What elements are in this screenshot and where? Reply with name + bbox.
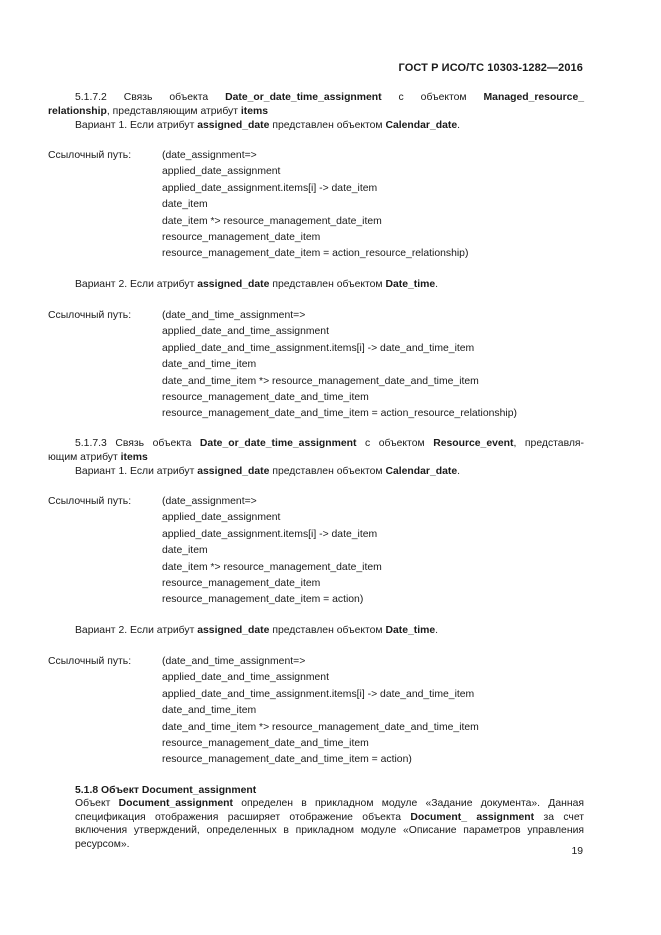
- heading-line-1: 5.1.7.3 Связь объекта Date_or_date_time_assignment с объектом Resource_event, представля-: [75, 438, 584, 449]
- reference-path-block: [162, 654, 479, 769]
- path-line: date_item *> resource_management_date_item: [162, 561, 382, 573]
- variant-1-text: Вариант 1. Если атрибут assigned_date представлен объектом Calendar_date.: [75, 466, 460, 477]
- path-line: date_and_time_item: [162, 359, 257, 371]
- entity-name: Managed_resource_: [483, 92, 585, 103]
- entity-name: Resource_event: [433, 438, 514, 449]
- path-line: resource_management_date_item = action_resource_relationship): [162, 248, 469, 260]
- reference-path-label: Ссылочный путь:: [48, 310, 132, 321]
- reference-path-block: [162, 148, 468, 263]
- path-line: date_and_time_item *> resource_management_date_and_time_item: [162, 375, 479, 387]
- path-line: date_item: [162, 199, 208, 211]
- entity-name: Date_or_date_time_assignment: [225, 92, 382, 103]
- path-line: date_and_time_item *> resource_management_date_and_time_item: [162, 721, 479, 733]
- path-line: resource_management_date_item: [162, 577, 321, 589]
- path-line: applied_date_and_time_assignment.items[i] -> date_and_time_item: [162, 342, 475, 354]
- reference-path-label: Ссылочный путь:: [48, 150, 132, 161]
- section-5-1-8-paragraph: Объект Document_assignment определен в прикладном модуле «Задание документа». Данная спецификация отображения расширяет отображение объекта Document_ assignment за счет включения утверждений, определенных в прикладном модуле «Описание параметров управления ресурсом».: [75, 798, 585, 850]
- standard-header: ГОСТ Р ИСО/ТС 10303-1282—2016: [398, 62, 583, 74]
- page-number: 19: [571, 846, 583, 857]
- path-line: date_item: [162, 545, 208, 557]
- entity-name: Date_or_date_time_assignment: [199, 438, 357, 449]
- heading-line-2: relationship, представляющим атрибут items: [48, 105, 269, 117]
- reference-path-label: Ссылочный путь:: [48, 496, 132, 507]
- reference-path-label: Ссылочный путь:: [48, 656, 132, 667]
- section-5-1-7-3-heading: [48, 437, 584, 464]
- path-line: (date_assignment=>: [162, 150, 257, 161]
- path-line: applied_date_and_time_assignment: [162, 672, 329, 684]
- path-line: (date_and_time_assignment=>: [162, 656, 306, 667]
- path-line: (date_assignment=>: [162, 496, 257, 507]
- path-line: resource_management_date_and_time_item = action_resource_relationship): [162, 408, 517, 420]
- path-line: applied_date_assignment: [162, 512, 281, 524]
- variant-1-text: Вариант 1. Если атрибут assigned_date представлен объектом Calendar_date.: [75, 120, 460, 131]
- path-line: date_item *> resource_management_date_item: [162, 215, 382, 227]
- path-line: applied_date_and_time_assignment: [162, 326, 329, 338]
- path-line: applied_date_assignment.items[i] -> date_item: [162, 528, 378, 540]
- path-line: (date_and_time_assignment=>: [162, 310, 306, 321]
- path-line: applied_date_assignment.items[i] -> date_item: [162, 182, 378, 194]
- section-5-1-8-title: 5.1.8 Объект Document_assignment: [75, 785, 257, 796]
- path-line: date_and_time_item: [162, 705, 257, 717]
- path-line: resource_management_date_and_time_item: [162, 391, 369, 403]
- path-line: applied_date_and_time_assignment.items[i] -> date_and_time_item: [162, 688, 475, 700]
- path-line: resource_management_date_item = action): [162, 594, 364, 606]
- path-line: resource_management_date_item: [162, 231, 321, 243]
- path-line: applied_date_assignment: [162, 166, 281, 178]
- heading-line-2: ющим атрибут items: [48, 451, 148, 463]
- variant-2-text: Вариант 2. Если атрибут assigned_date представлен объектом Date_time.: [75, 279, 439, 290]
- path-line: resource_management_date_and_time_item: [162, 737, 369, 749]
- heading-line-1: 5.1.7.2 Связь объекта Date_or_date_time_assignment с объектом Managed_resource_: [75, 92, 585, 103]
- variant-2-text: Вариант 2. Если атрибут assigned_date представлен объектом Date_time.: [75, 625, 439, 636]
- section-5-1-7-2-heading: [48, 91, 584, 118]
- path-line: resource_management_date_and_time_item = action): [162, 754, 412, 766]
- reference-path-block: [162, 494, 382, 609]
- reference-path-block: [162, 308, 517, 423]
